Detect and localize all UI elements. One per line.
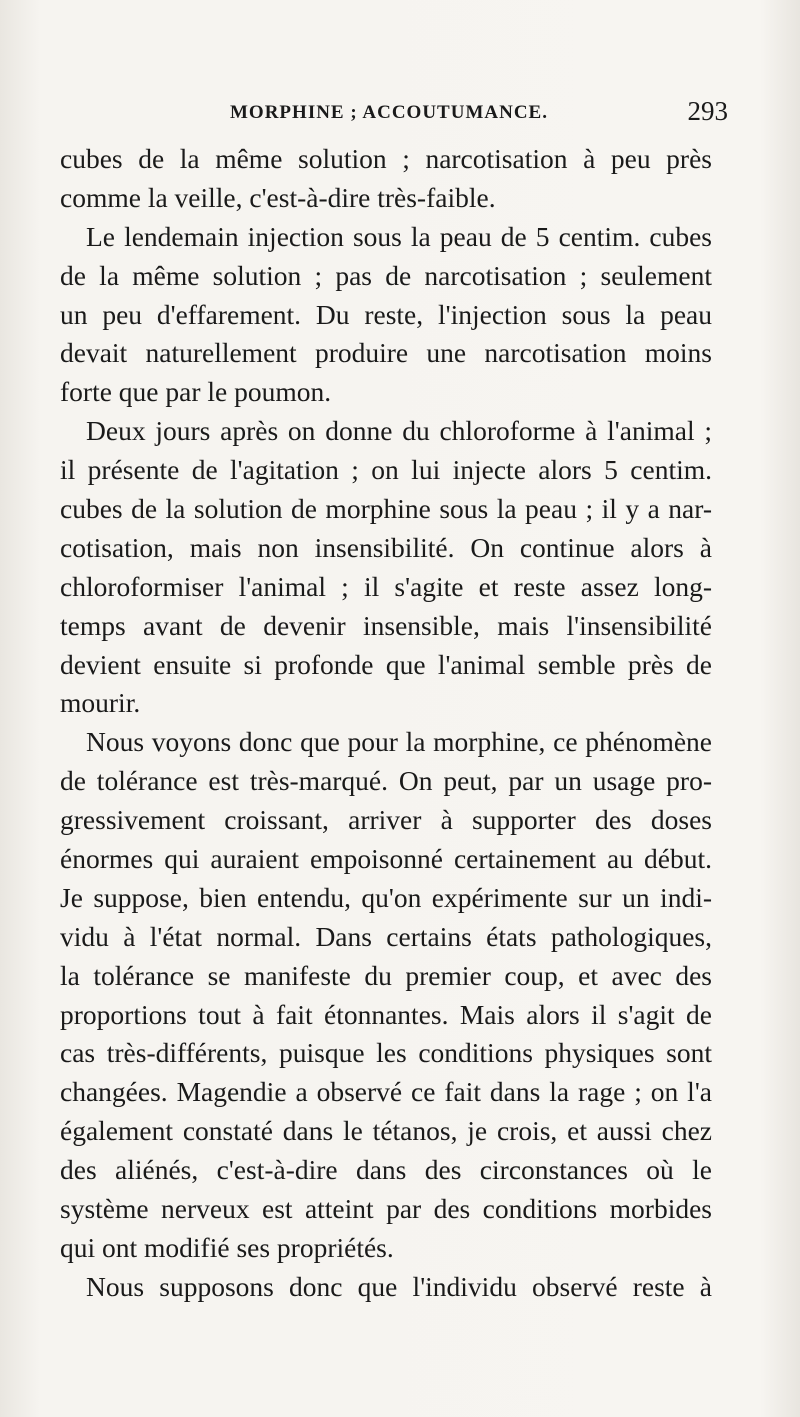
text-line: changées. Magendie a observé ce fait dans la rage ; on l'a bbox=[60, 1076, 712, 1108]
text-line: système nerveux est atteint par des conditions morbides bbox=[60, 1193, 712, 1225]
text-line: cas très-différents, puisque les conditions physiques sont bbox=[60, 1037, 712, 1069]
text-line: devient ensuite si profonde que l'animal semble près de bbox=[60, 648, 712, 680]
text-line: cubes de la même solution ; narcotisation à peu près bbox=[60, 143, 712, 174]
text-line: la tolérance se manifeste du premier coup, et avec des bbox=[60, 959, 712, 991]
page-header bbox=[60, 96, 728, 130]
text-line: gressivement croissant, arriver à supporter des doses bbox=[60, 804, 712, 836]
body-text bbox=[60, 140, 712, 1307]
running-title: MORPHINE ; ACCOUTUMANCE. bbox=[230, 102, 548, 123]
text-line: Le lendemain injection sous la peau de 5 centim. cubes bbox=[86, 220, 712, 252]
text-line: cotisation, mais non insensibilité. On continue alors à bbox=[60, 531, 712, 563]
text-line: proportions tout à fait étonnantes. Mais alors il s'agit de bbox=[60, 998, 712, 1030]
paragraph-5 bbox=[60, 1268, 712, 1307]
text-line: qui ont modifié ses propriétés. bbox=[60, 1231, 394, 1263]
text-line: Nous supposons donc que l'individu observé reste à bbox=[86, 1270, 712, 1302]
text-line: comme la veille, c'est-à-dire très-faible. bbox=[60, 181, 496, 213]
text-line: il présente de l'agitation ; on lui injecte alors 5 centim. bbox=[60, 454, 712, 486]
text-line: Deux jours après on donne du chloroforme à l'animal ; bbox=[86, 415, 712, 447]
text-line: un peu d'effarement. Du reste, l'injection sous la peau bbox=[60, 298, 712, 330]
paragraph-1 bbox=[60, 140, 712, 218]
page-number: 293 bbox=[687, 96, 728, 126]
text-line: temps avant de devenir insensible, mais l'insensibilité bbox=[60, 609, 712, 641]
text-line: de tolérance est très-marqué. On peut, par un usage pro- bbox=[60, 765, 712, 797]
text-line: cubes de la solution de morphine sous la peau ; il y a nar- bbox=[60, 493, 712, 525]
text-line: des aliénés, c'est-à-dire dans des circonstances où le bbox=[60, 1154, 712, 1186]
text-line: devait naturellement produire une narcotisation moins bbox=[60, 337, 712, 369]
text-line: également constaté dans le tétanos, je crois, et aussi chez bbox=[60, 1115, 712, 1147]
text-line: forte que par le poumon. bbox=[60, 376, 332, 408]
text-line: Nous voyons donc que pour la morphine, ce phénomène bbox=[86, 726, 712, 758]
text-line: énormes qui auraient empoisonné certainement au début. bbox=[60, 843, 712, 875]
text-line: Je suppose, bien entendu, qu'on expérimente sur un indi- bbox=[60, 881, 712, 913]
text-line: de la même solution ; pas de narcotisation ; seulement bbox=[60, 259, 712, 291]
text-line: mourir. bbox=[60, 687, 141, 719]
text-line: chloroformiser l'animal ; il s'agite et reste assez long- bbox=[60, 570, 712, 602]
paragraph-3 bbox=[60, 412, 712, 723]
paragraph-2 bbox=[60, 218, 712, 412]
paragraph-4 bbox=[60, 723, 712, 1267]
text-line: vidu à l'état normal. Dans certains états pathologiques, bbox=[60, 920, 712, 952]
